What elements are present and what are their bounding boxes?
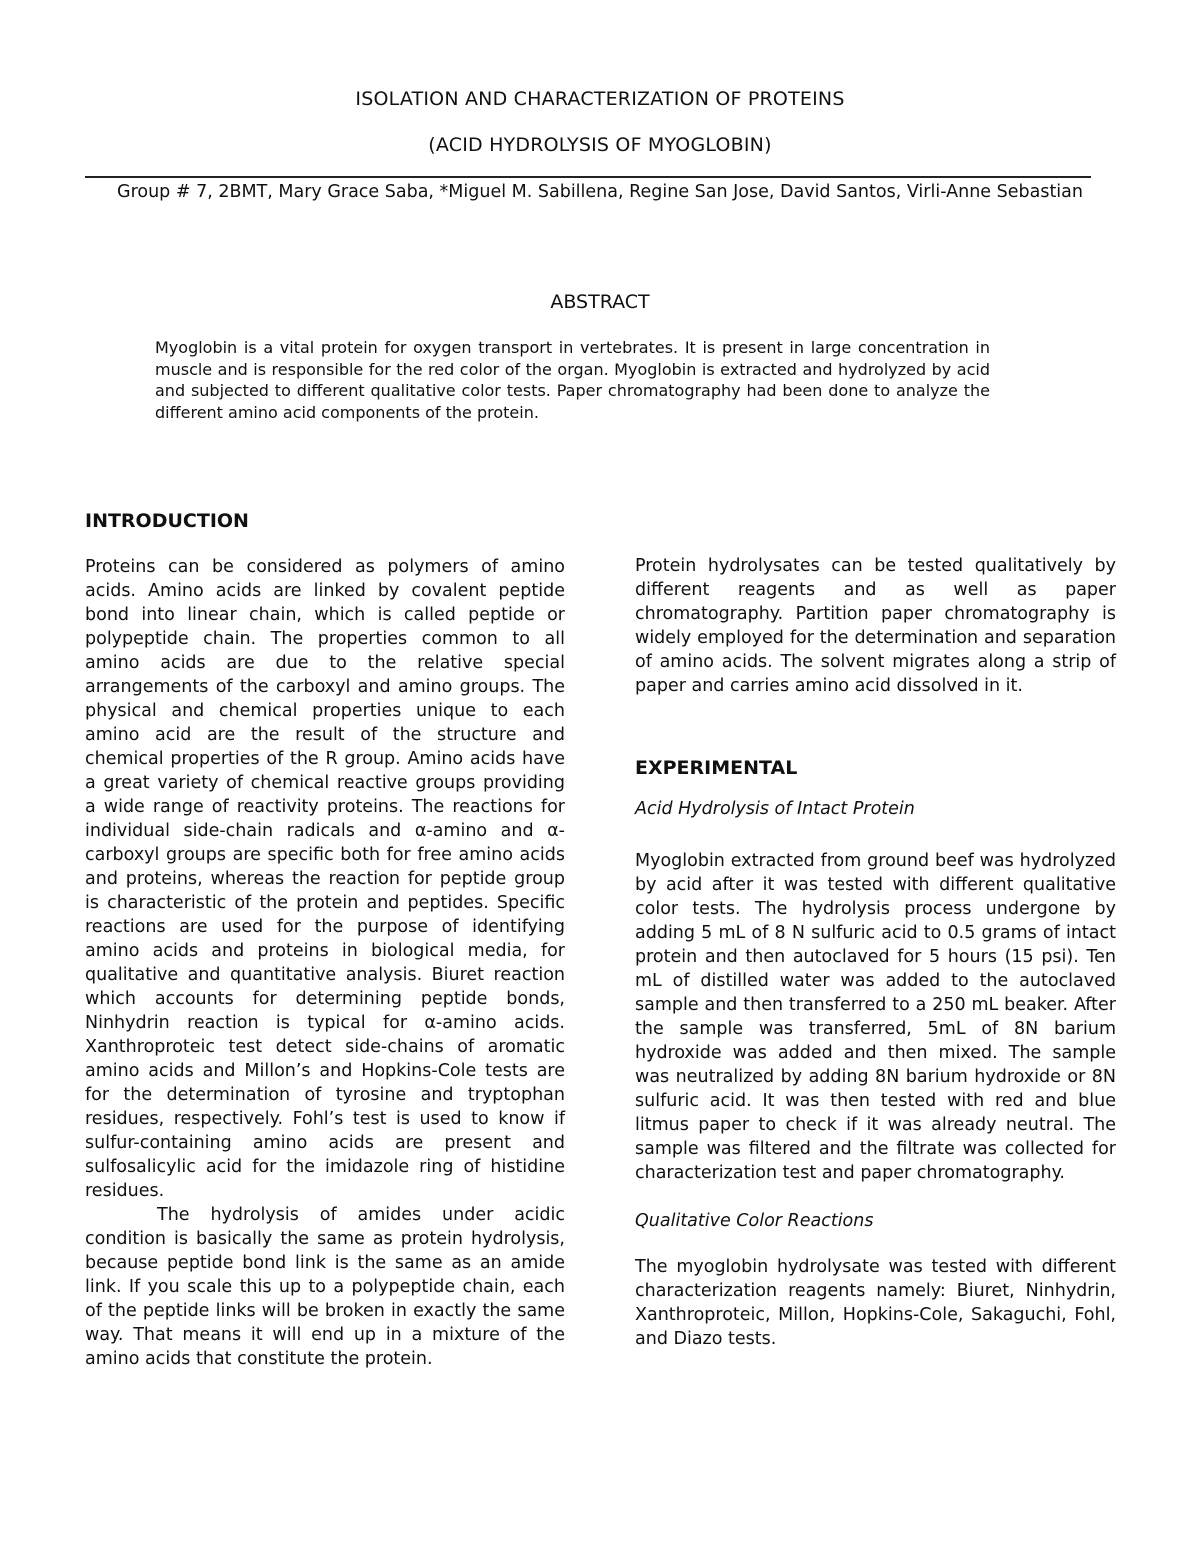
left-column	[85, 509, 565, 1371]
introduction-paragraph-3: Protein hydrolysates can be tested qualitatively by different reagents and as well as paper chromatography. Partition paper chromatography is widely employed for the determination and separation of amino acids. The solvent migrates along a strip of paper and carries amino acid dissolved in it.	[635, 556, 1116, 696]
experimental-paragraph-2: The myoglobin hydrolysate was tested with different characterization reagents namely: Biuret, Ninhydrin, Xanthroproteic, Millon, Hopkins-Cole, Sakaguchi, Fohl, and Diazo tests.	[635, 1257, 1116, 1349]
introduction-heading: INTRODUCTION	[85, 510, 249, 532]
paper-title: ISOLATION AND CHARACTERIZATION OF PROTEINS	[355, 88, 845, 110]
subheading-acid-hydrolysis: Acid Hydrolysis of Intact Protein	[635, 799, 915, 819]
abstract-text: Myoglobin is a vital protein for oxygen transport in vertebrates. It is present in large concentration in muscle and is responsible for the red color of the organ. Myoglobin is extracted and hydrolyzed by acid and subjected to different qualitative color tests. Paper chromatography had been done to analyze the different amino acid components of the protein.	[155, 338, 990, 422]
paper-subtitle: (ACID HYDROLYSIS OF MYOGLOBIN)	[428, 134, 772, 156]
abstract-heading: ABSTRACT	[550, 291, 650, 313]
title-divider	[85, 176, 1091, 178]
author-list: Group # 7, 2BMT, Mary Grace Saba, *Miguel M. Sabillena, Regine San Jose, David Santos, Virli-Anne Sebastian	[117, 182, 1083, 202]
introduction-paragraph-1: Proteins can be considered as polymers of amino acids. Amino acids are linked by covalent peptide bond into linear chain, which is called peptide or polypeptide chain. The properties common to all amino acids are due to the relative special arrangements of the carboxyl and amino groups. The physical and chemical properties unique to each amino acid are the result of the structure and chemical properties of the R group. Amino acids have a great variety of chemical reactive groups providing a wide range of reactivity proteins. The reactions for individual side-chain radicals and α-amino and α-carboxyl groups are specific both for free amino acids and proteins, whereas the reaction for peptide group is characteristic of the protein and peptides. Specific reactions are used for the purpose of identifying amino acids and proteins in biological media, for qualitative and quantitative analysis. Biuret reaction which accounts for determining peptide bonds, Ninhydrin reaction is typical for α-amino acids. Xanthroproteic test detect side-chains of aromatic amino acids and Millon’s and Hopkins-Cole tests are for the determination of tyrosine and tryptophan residues, respectively. Fohl’s test is used to know if sulfur-containing amino acids are present and sulfosalicylic acid for the imidazole ring of histidine residues.	[85, 557, 565, 1201]
introduction-paragraph-2: The hydrolysis of amides under acidic condition is basically the same as protein hydrolysis, because peptide bond link is the same as an amide link. If you scale this up to a polypeptide chain, each of the peptide links will be broken in exactly the same way. That means it will end up in a mixture of the amino acids that constitute the protein.	[85, 1205, 565, 1369]
experimental-paragraph-1: Myoglobin extracted from ground beef was hydrolyzed by acid after it was tested with different qualitative color tests. The hydrolysis process undergone by adding 5 mL of 8 N sulfuric acid to 0.5 grams of intact protein and then autoclaved for 5 hours (15 psi). Ten mL of distilled water was added to the autoclaved sample and then transferred to a 250 mL beaker. After the sample was transferred, 5mL of 8N barium hydroxide was added and then mixed. The sample was neutralized by adding 8N barium hydroxide or 8N sulfuric acid. It was then tested with red and blue litmus paper to check if it was already neutral. The sample was filtered and the filtrate was collected for characterization test and paper chromatography.	[635, 851, 1116, 1183]
right-column	[635, 554, 1116, 1351]
experimental-heading: EXPERIMENTAL	[635, 757, 798, 779]
subheading-qualitative-color-reactions: Qualitative Color Reactions	[635, 1211, 874, 1231]
